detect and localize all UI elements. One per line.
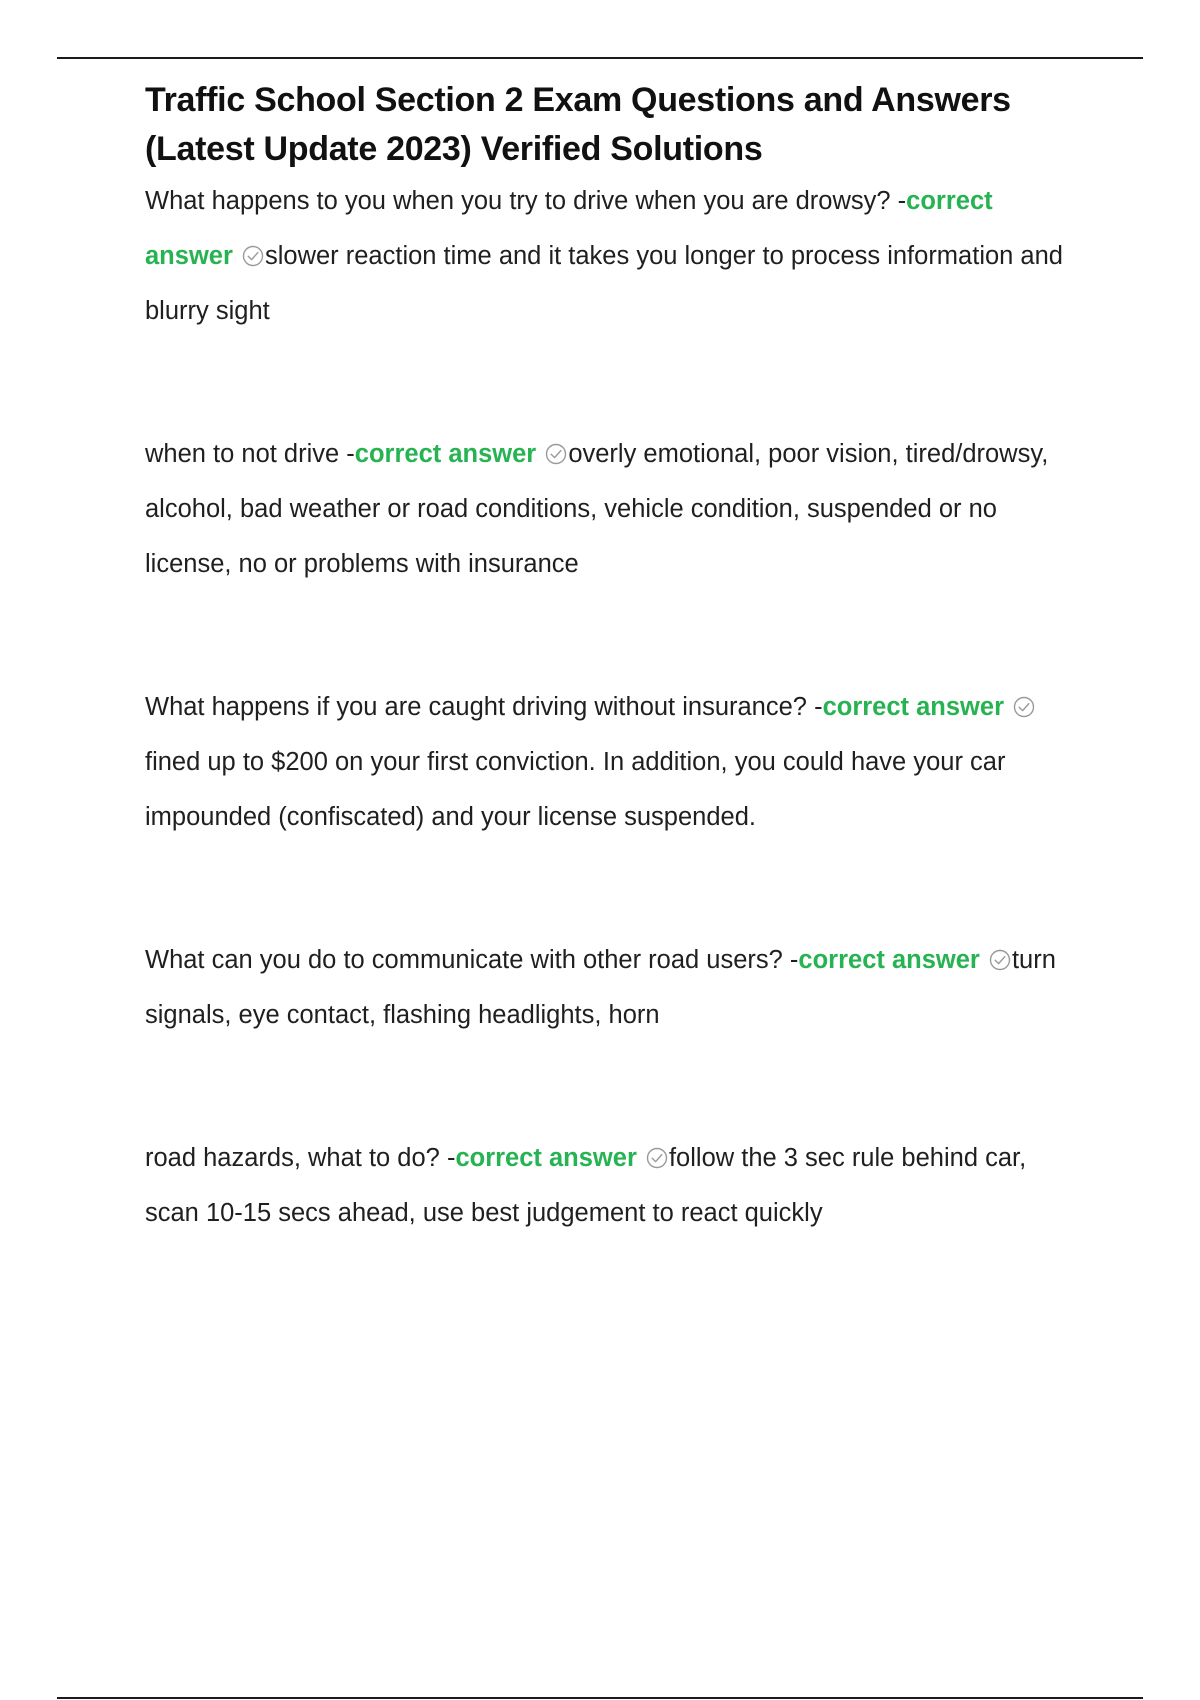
question-text: road hazards, what to do? -: [145, 1144, 456, 1172]
bottom-rule: [57, 1697, 1143, 1699]
question-text: What happens to you when you try to drive when you are drowsy? -: [145, 187, 907, 215]
document-title: Traffic School Section 2 Exam Questions and Answers (Latest Update 2023) Verified Solutions: [145, 81, 1011, 168]
answer-text: overly emotional, poor vision, tired/drowsy, alcohol, bad weather or road conditions, vehicle condition, suspended or no license, no or problems with insurance: [145, 440, 1049, 578]
answer-text: fined up to $200 on your first conviction. In addition, you could have your car impounded (confiscated) and your license suspended.: [145, 748, 1006, 831]
question-text: What can you do to communicate with other road users? -: [145, 946, 799, 974]
top-rule: [57, 57, 1143, 59]
qa-item: [145, 1131, 1085, 1241]
correct-answer-label: correct answer: [145, 187, 993, 270]
question-text: What happens if you are caught driving without insurance? -: [145, 693, 823, 721]
answer-text: slower reaction time and it takes you longer to process information and blurry sight: [145, 242, 1063, 325]
qa-item: [145, 933, 1085, 1043]
correct-answer-label: correct answer: [822, 693, 1004, 721]
check-circle-icon: [1013, 696, 1035, 718]
check-circle-icon: [242, 245, 264, 267]
check-circle-icon: [545, 443, 567, 465]
correct-answer-label: correct answer: [798, 946, 980, 974]
check-circle-icon: [989, 949, 1011, 971]
qa-item: [145, 680, 1085, 845]
document-body: [145, 76, 1085, 1241]
qa-item: [145, 427, 1085, 592]
answer-text: turn signals, eye contact, flashing headlights, horn: [145, 946, 1056, 1029]
question-text: when to not drive -: [145, 440, 355, 468]
qa-item: [145, 174, 1085, 339]
check-circle-icon: [646, 1147, 668, 1169]
correct-answer-label: correct answer: [354, 440, 537, 468]
correct-answer-label: correct answer: [455, 1144, 637, 1172]
answer-text: follow the 3 sec rule behind car, scan 10-15 secs ahead, use best judgement to react quickly: [145, 1144, 1027, 1227]
